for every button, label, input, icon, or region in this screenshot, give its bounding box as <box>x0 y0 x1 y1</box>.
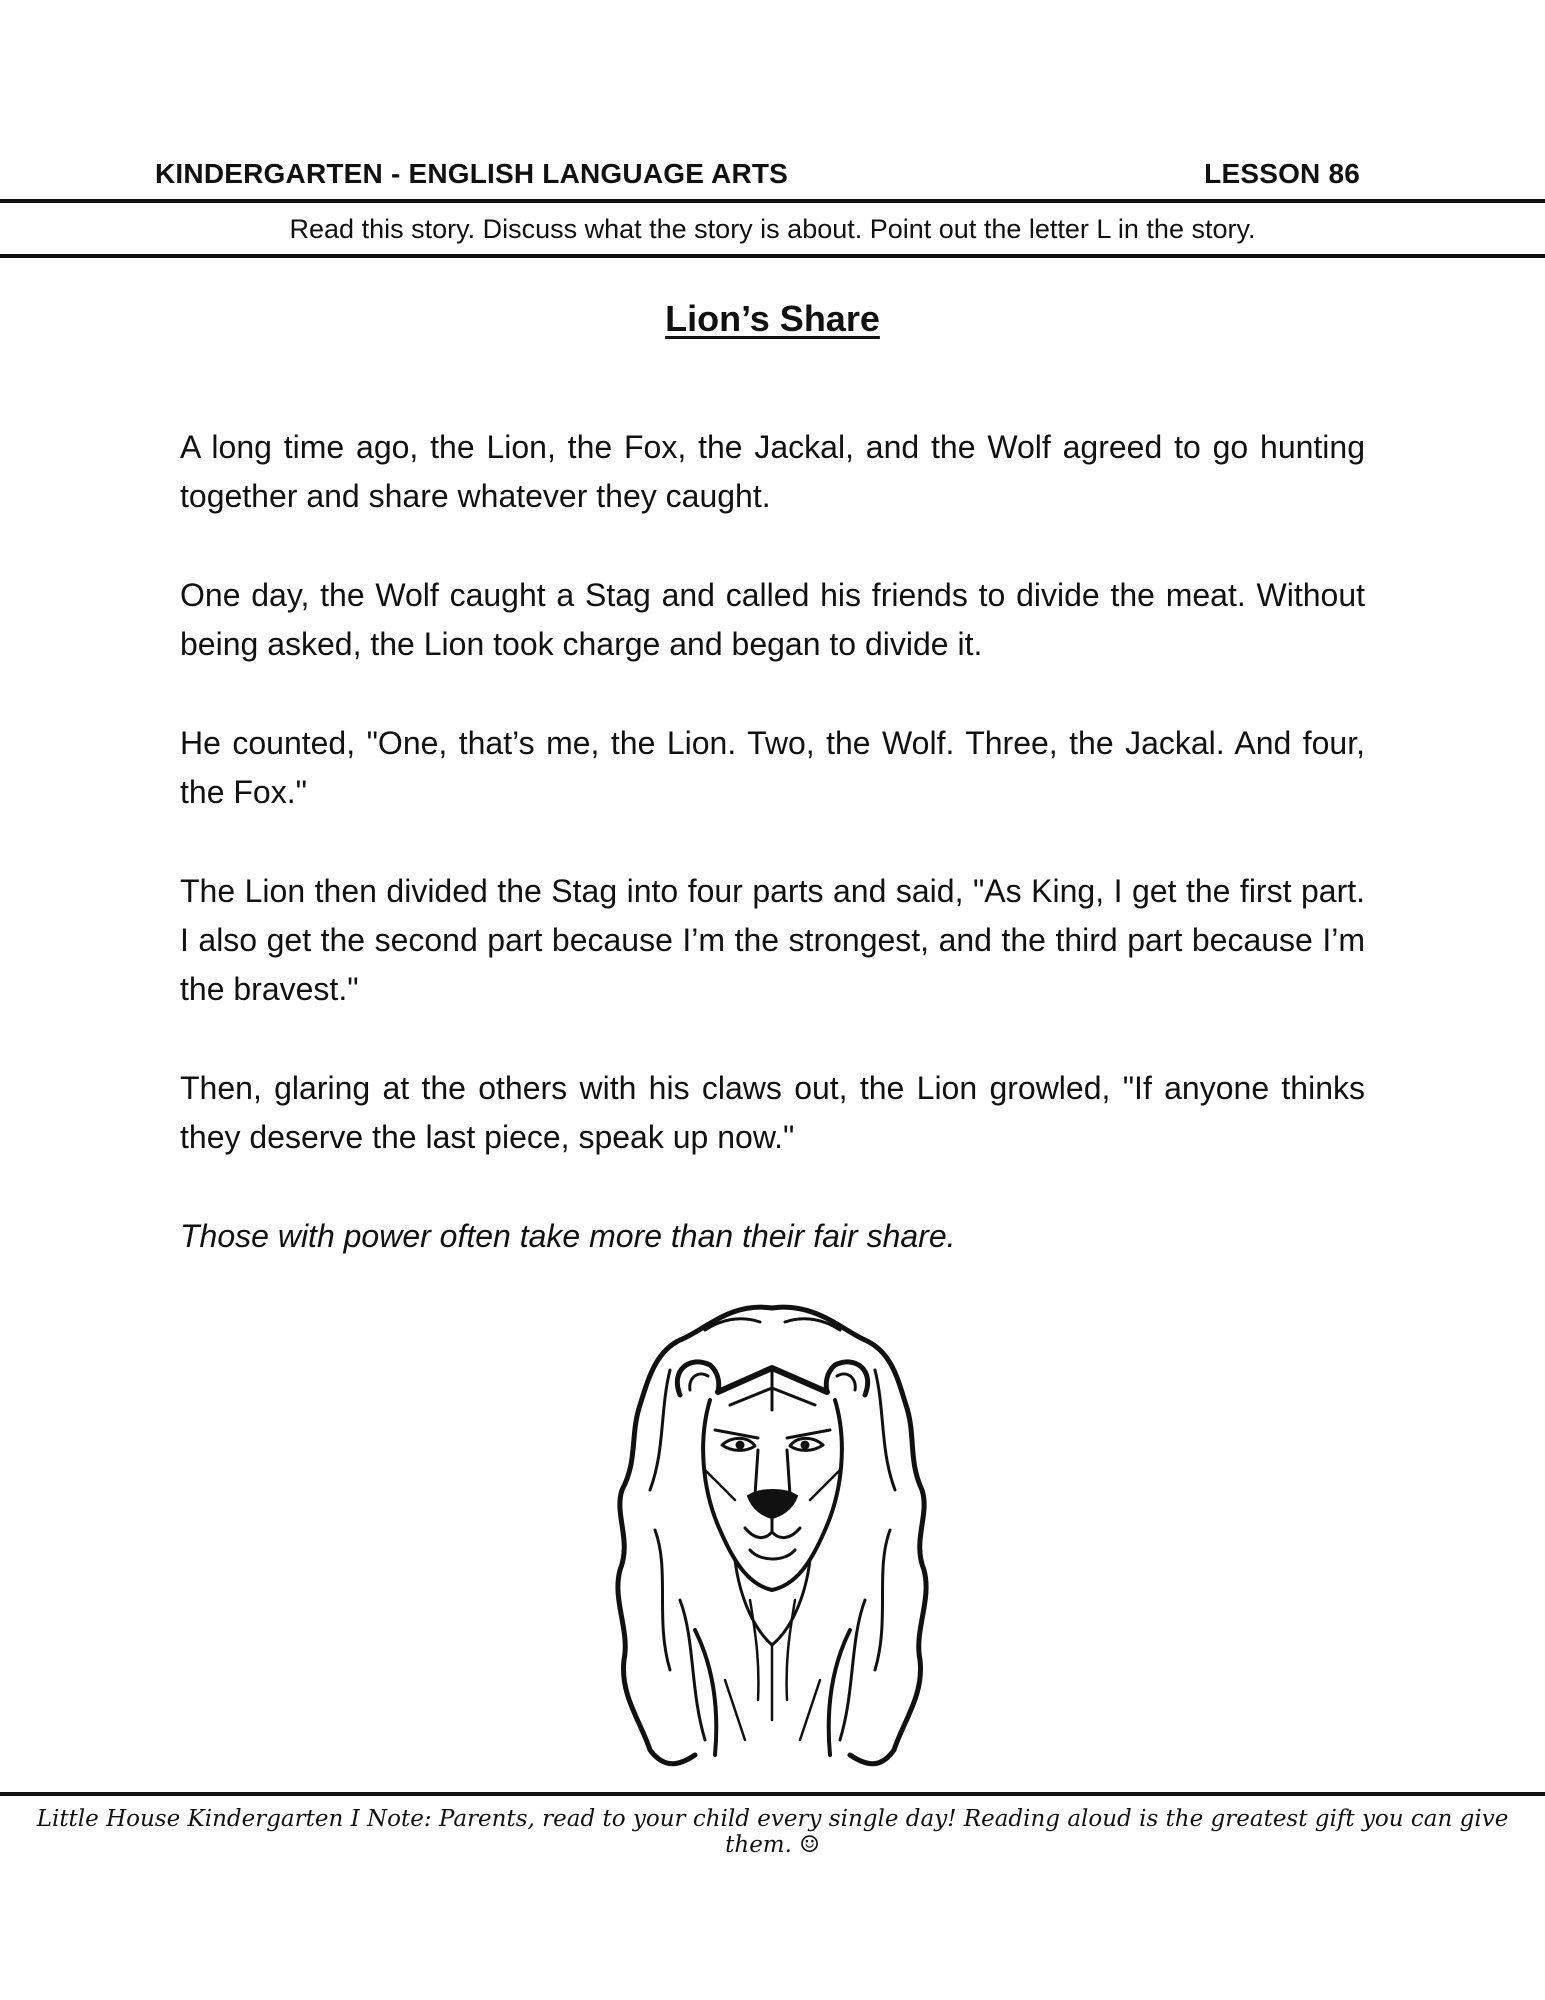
lesson-header <box>155 152 1360 196</box>
story-paragraph: A long time ago, the Lion, the Fox, the Jackal, and the Wolf agreed to go hunting together and share whatever they caught. <box>180 429 1365 514</box>
story-moral: Those with power often take more than their fair share. <box>180 1218 956 1254</box>
course-title: KINDERGARTEN - ENGLISH LANGUAGE ARTS <box>155 158 789 189</box>
story-title: Lion’s Share <box>665 298 880 339</box>
story-paragraph: Then, glaring at the others with his claws out, the Lion growled, "If anyone thinks they deserve the last piece, speak up now." <box>180 1070 1365 1155</box>
instructions-divider <box>0 254 1545 258</box>
story-body <box>180 423 1365 1311</box>
story-paragraph: One day, the Wolf caught a Stag and called his friends to divide the meat. Without being asked, the Lion took charge and began to divide it. <box>180 577 1365 662</box>
instructions-text: Read this story. Discuss what the story is about. Point out the letter L in the story. <box>289 214 1256 244</box>
footer-divider <box>0 1792 1545 1796</box>
story-paragraph: The Lion then divided the Stag into four parts and said, "As King, I get the first part. I also get the second part because I’m the strongest, and the third part because I’m the bravest." <box>180 873 1365 1007</box>
story-paragraph: He counted, "One, that’s me, the Lion. Two, the Wolf. Three, the Jackal. And four, the Fox." <box>180 725 1365 810</box>
footer-note: Little House Kindergarten I Note: Parents, read to your child every single day! Reading aloud is the greatest gift you can give them. ☺ <box>36 1806 1509 1858</box>
header-divider <box>0 199 1545 203</box>
lion-illustration-icon <box>610 1300 935 1770</box>
lesson-number: LESSON 86 <box>1204 158 1360 189</box>
